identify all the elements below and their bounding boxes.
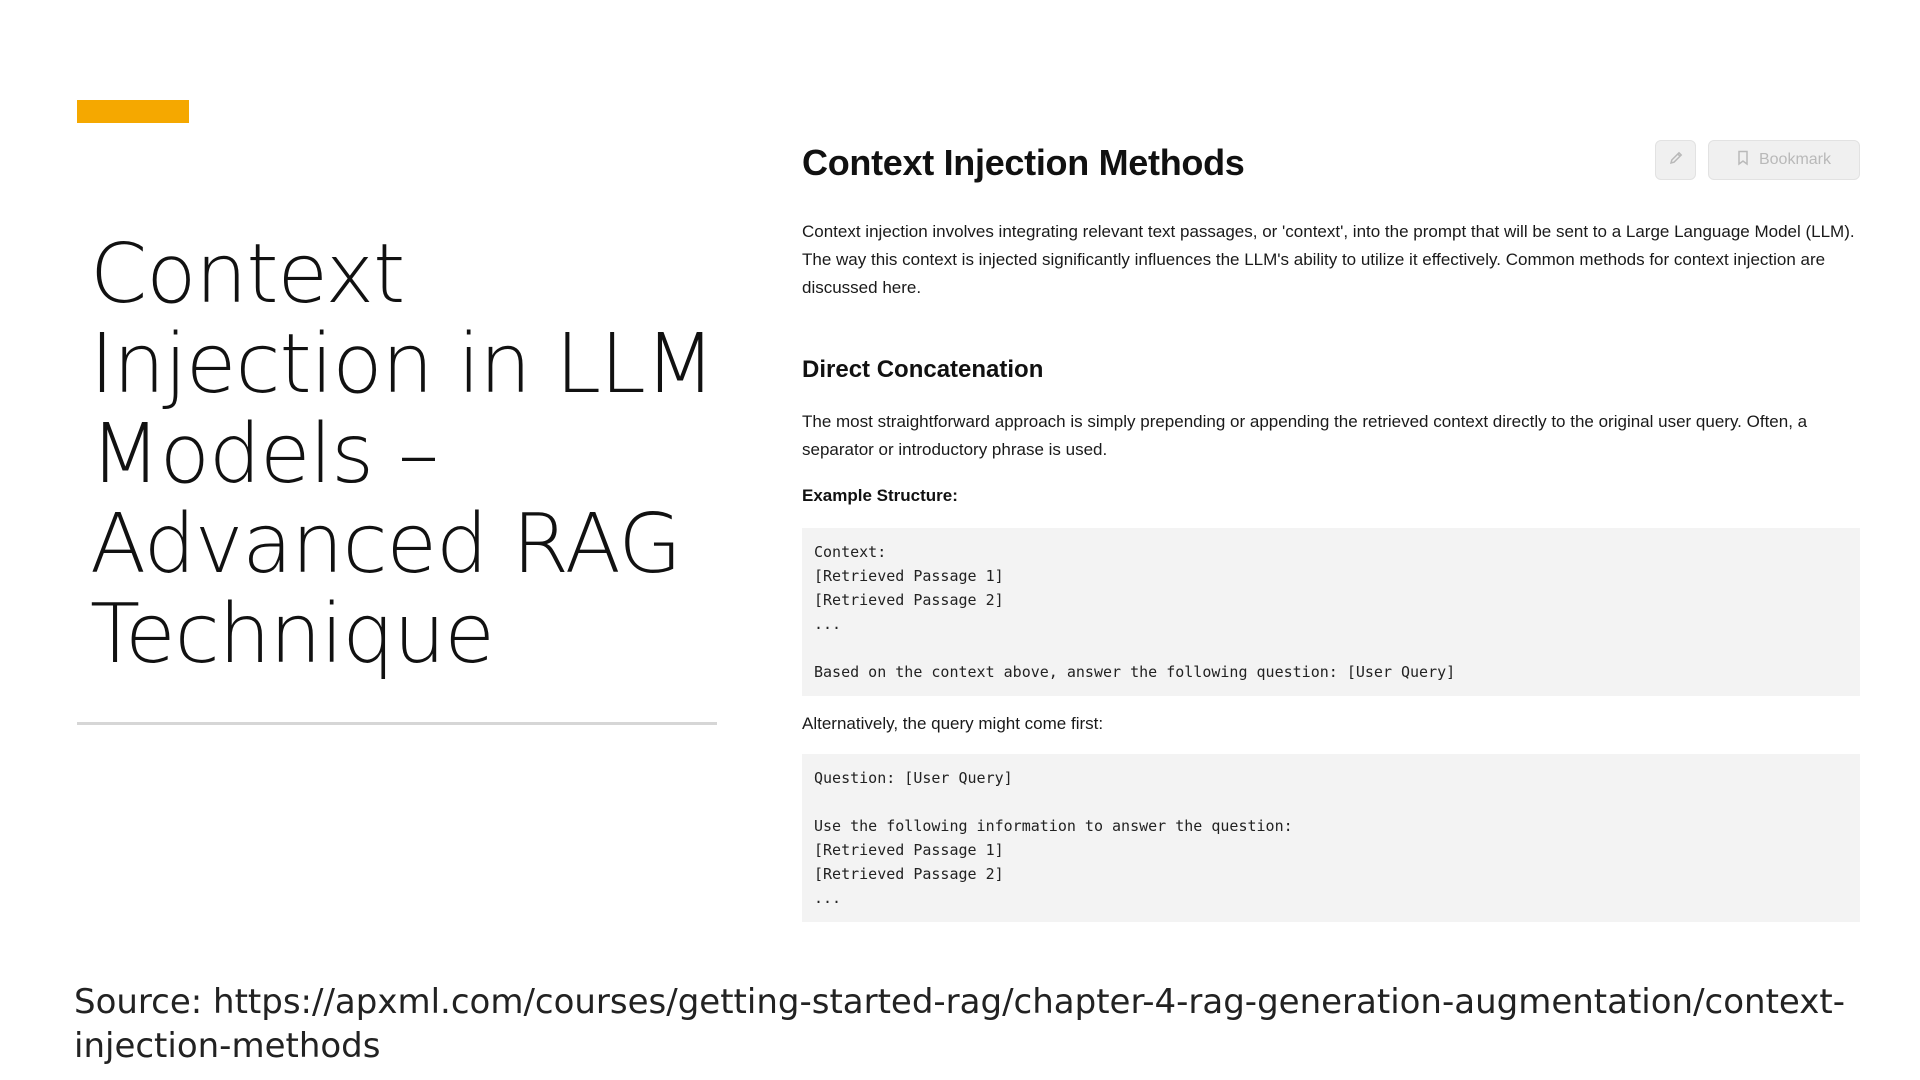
doc-header xyxy=(802,138,1860,196)
code-block-context-first: Context: [Retrieved Passage 1] [Retrieved Passage 2] ... Based on the context above, answer the following question: [User Query] xyxy=(802,528,1860,696)
section-heading: Direct Concatenation xyxy=(802,356,1044,383)
title-divider xyxy=(77,722,717,725)
doc-title: Context Injection Methods xyxy=(802,142,1245,183)
section-paragraph: The most straightforward approach is simply prepending or appending the retrieved context directly to the original user query. Often, a separator or introductory phrase is used. xyxy=(802,412,1808,459)
slide-title: Context Injection in LLM Models – Advanced RAG Technique xyxy=(90,227,715,682)
bookmark-icon xyxy=(1737,150,1749,171)
intro-paragraph: Context injection involves integrating relevant text passages, or 'context', into the prompt that will be sent to a Large Language Model (LLM). The way this context is injected significantly influences the LLM's ability to utilize it effectively. Common methods for context injection are discussed here. xyxy=(802,222,1855,297)
edit-button[interactable] xyxy=(1655,140,1696,180)
alternative-paragraph: Alternatively, the query might come first: xyxy=(802,714,1104,733)
accent-bar xyxy=(77,100,189,123)
bookmark-button[interactable] xyxy=(1708,140,1860,180)
doc-screenshot xyxy=(802,138,1860,922)
source-citation: Source: https://apxml.com/courses/getting-started-rag/chapter-4-rag-generation-augmentation/context-injection-methods xyxy=(74,982,1845,1066)
pencil-icon xyxy=(1668,150,1684,171)
bookmark-label: Bookmark xyxy=(1758,151,1832,168)
example-label: Example Structure: xyxy=(802,486,958,505)
code-block-query-first: Question: [User Query] Use the following information to answer the question: [Retrieved Passage 1] [Retrieved Passage 2] ... xyxy=(802,754,1860,922)
